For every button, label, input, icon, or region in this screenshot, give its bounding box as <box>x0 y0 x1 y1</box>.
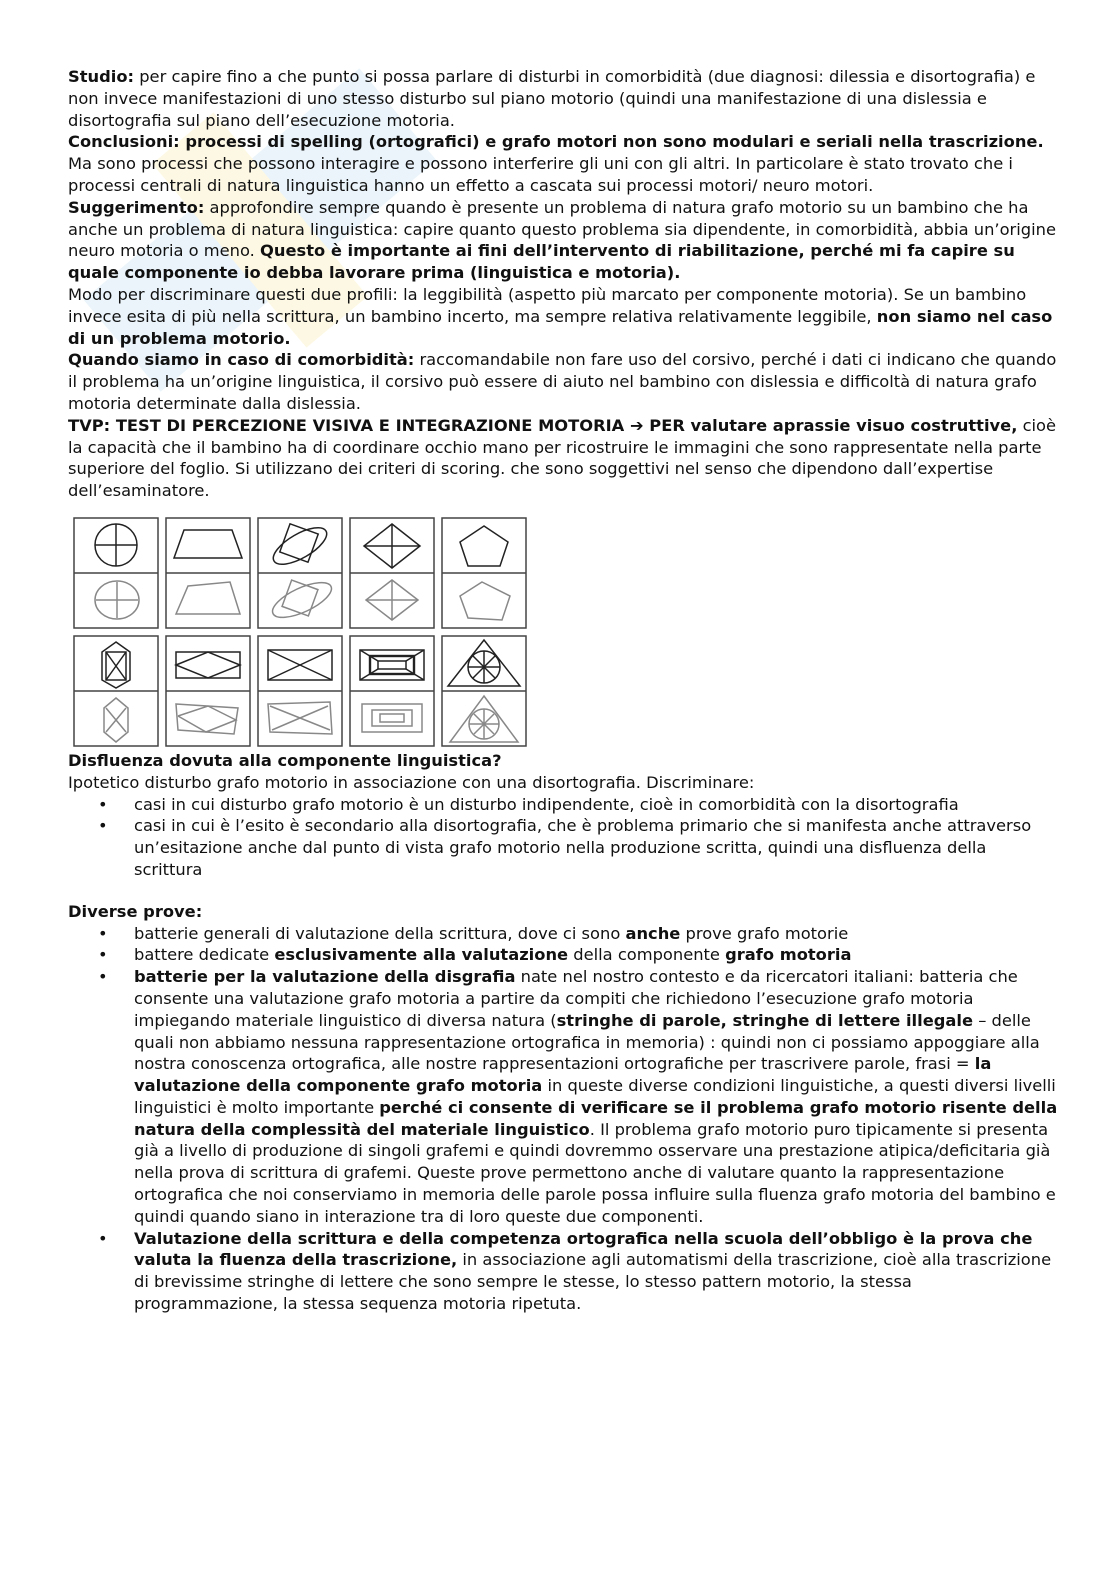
list-item <box>98 815 1058 880</box>
text-run: della componente <box>568 945 726 965</box>
section-heading-prove <box>68 901 1058 923</box>
text-suggerimento: approfondire sempre quando è presente un problema di natura grafo motorio su un bambino che ha anche un problema di natura linguistica: capire quanto questo problema sia dipendente, in comorbidità, abbia un’origine neuro motoria o meno. <box>68 197 1056 261</box>
list-discriminare <box>68 794 1058 881</box>
bold-suggerimento: Questo è importante ai fini dell’intervento di riabilitazione, perché mi fa capire su quale componente io debba lavorare prima (linguistica e motoria). <box>68 241 1015 283</box>
text-run: battere dedicate <box>134 945 275 965</box>
paragraph-leggibilita <box>68 284 1058 349</box>
label-suggerimento: Suggerimento: <box>68 197 205 217</box>
bold-leggibilita: non siamo nel caso di un problema motorio. <box>68 306 1053 348</box>
panel-nested-rects <box>350 636 434 746</box>
panel-pentagon <box>442 518 526 628</box>
panel-rect-diamond <box>166 636 250 746</box>
panel-diamond <box>350 518 434 628</box>
bold-run: la valutazione della componente grafo motoria <box>134 1054 992 1096</box>
bullet-dot: • <box>98 967 108 987</box>
bullet-dot: • <box>98 923 108 943</box>
list-item-text: casi in cui è l’esito è secondario alla disortografia, che è problema primario che si manifesta anche attraverso un’esitazione anche dal punto di vista grafo motorio nella produzione scritta, quindi una disfluenza della scrittura <box>134 816 1032 879</box>
panel-trapezoid <box>166 518 250 628</box>
document-page <box>68 66 1058 1315</box>
text-run: – delle quali non abbiamo nessuna rappresentazione ortografica in memoria) : quindi non ci possiamo appoggiare alla nostra conoscenza ortografica, alle nostre rappresentazioni ortografiche per trascrivere parole, frasi = <box>134 1010 1040 1074</box>
list-item <box>98 923 1058 945</box>
text-studio: per capire fino a che punto si possa parlare di disturbi in comorbidità (due diagnosi: dilessia e disortografia) e non invece manifestazioni di uno stesso disturbo sul piano motorio (quindi una manifestazione di una dislessia e disortografia sul piano dell’esecuzione motoria. <box>68 67 1036 130</box>
section-heading-disfluenza <box>68 750 1058 772</box>
panel-oval-square <box>258 518 342 628</box>
text-run: in queste diverse condizioni linguistiche, a questi diversi livelli linguistici è molto importante <box>134 1076 1056 1117</box>
bold-run: batterie per la valutazione della disgrafia <box>134 967 516 987</box>
bullet-dot: • <box>98 816 108 836</box>
paragraph-conclusioni <box>68 131 1058 196</box>
text-run: nate nel nostro contesto e da ricercatori italiani: batteria che consente una valutazione grafo motoria a partire da compiti che richiedono l’esecuzione grafo motoria impiegando materiale linguistico di diversa natura ( <box>134 967 1018 1030</box>
tvp-figure-drawings <box>72 516 532 750</box>
panel-circle <box>74 518 158 628</box>
text-conclusioni: Ma sono processi che possono interagire e possono interferire gli uni con gli altri. In particolare è stato trovato che i processi centrali di natura linguistica hanno un effetto a cascata sui processi motori/ neuro motori. <box>68 154 1013 195</box>
label-conclusioni: Conclusioni: processi di spelling (ortografici) e grafo motori non sono modulari e seriali nella trascrizione. <box>68 132 1044 152</box>
text-run: in associazione agli automatismi della trascrizione, cioè alla trascrizione di brevissime stringhe di lettere che sono sempre le stesse, lo stesso pattern motorio, la stessa programmazione, la stessa sequenza motoria ripetuta. <box>134 1250 1052 1314</box>
bullet-dot: • <box>98 1228 108 1248</box>
paragraph-ipotetico: Ipotetico disturbo grafo motorio in associazione con una disortografia. Discriminare: <box>68 772 755 792</box>
text-run: . Il problema grafo motorio puro tipicamente si presenta già a livello di produzione di singoli grafemi e quindi dovremmo osservare una prestazione atipica/deficitaria già nella prova di scrittura di grafemi. Queste prove permettono anche di valutare quanto la rappresentazione ortografica che noi conserviamo in memoria delle parole possa influire sulla fluenza grafo motoria del bambino e quindi quando siano in interazione tra di loro queste due componenti. <box>134 1119 1056 1226</box>
heading-disfluenza: Disfluenza dovuta alla componente linguistica? <box>68 750 502 770</box>
paragraph-suggerimento <box>68 197 1058 284</box>
list-item <box>98 944 1058 966</box>
bold-run: Valutazione della scrittura e della competenza ortografica nella scuola dell’obbligo è la prova che valuta la fluenza della trascrizione, <box>134 1228 1033 1270</box>
paragraph-tvp <box>68 415 1058 502</box>
list-item <box>98 966 1058 1228</box>
text-comorbidita: raccomandabile non fare uso del corsivo, perché i dati ci indicano che quando il problema ha un’origine linguistica, il corsivo può essere di aiuto nel bambino con dislessia e difficoltà di natura grafo motoria determinate dalla dislessia. <box>68 350 1057 413</box>
panel-triangle-circle <box>442 636 526 746</box>
bold-run: perché ci consente di verificare se il problema grafo motorio risente della natura della complessità del materiale linguistico <box>134 1097 1058 1139</box>
paragraph-comorbidita <box>68 349 1058 414</box>
panel-hexagon-rect <box>74 636 158 746</box>
heading-prove: Diverse prove: <box>68 901 203 921</box>
text-run: batterie generali di valutazione della scrittura, dove ci sono <box>134 923 626 943</box>
label-comorbidita: Quando siamo in caso di comorbidità: <box>68 350 415 370</box>
list-item-text: casi in cui disturbo grafo motorio è un disturbo indipendente, cioè in comorbidità con la disortografia <box>134 794 959 814</box>
text-leggibilita: Modo per discriminare questi due profili: la leggibilità (aspetto più marcato per componente motoria). Se un bambino invece esita di più nella scrittura, un bambino incerto, ma sempre relativa relativamente leggibile, <box>68 284 1027 326</box>
bold-run: esclusivamente alla valutazione <box>274 945 569 965</box>
bold-run: stringhe di parole, stringhe di lettere illegale <box>556 1010 974 1030</box>
bold-run: grafo motoria <box>725 945 852 965</box>
text-run: prove grafo motorie <box>680 923 849 943</box>
label-tvp: TVP: TEST DI PERCEZIONE VISIVA E INTEGRAZIONE MOTORIA ➔ PER valutare aprassie visuo costruttive, <box>68 415 1018 435</box>
panel-bowtie <box>258 636 342 746</box>
list-item <box>98 1228 1058 1315</box>
text-tvp: cioè la capacità che il bambino ha di coordinare occhio mano per ricostruire le immagini che sono rappresentate nella parte superiore del foglio. Si utilizzano dei criteri di scoring. che sono soggettivi nel senso che dipendono dall’expertise dell’esaminatore. <box>68 415 1057 501</box>
bold-run: anche <box>625 923 681 943</box>
paragraph-studio <box>68 66 1058 131</box>
list-item <box>98 794 1058 816</box>
label-studio: Studio: <box>68 67 135 86</box>
bullet-dot: • <box>98 945 108 965</box>
list-prove <box>68 923 1058 1315</box>
bullet-dot: • <box>98 794 108 814</box>
